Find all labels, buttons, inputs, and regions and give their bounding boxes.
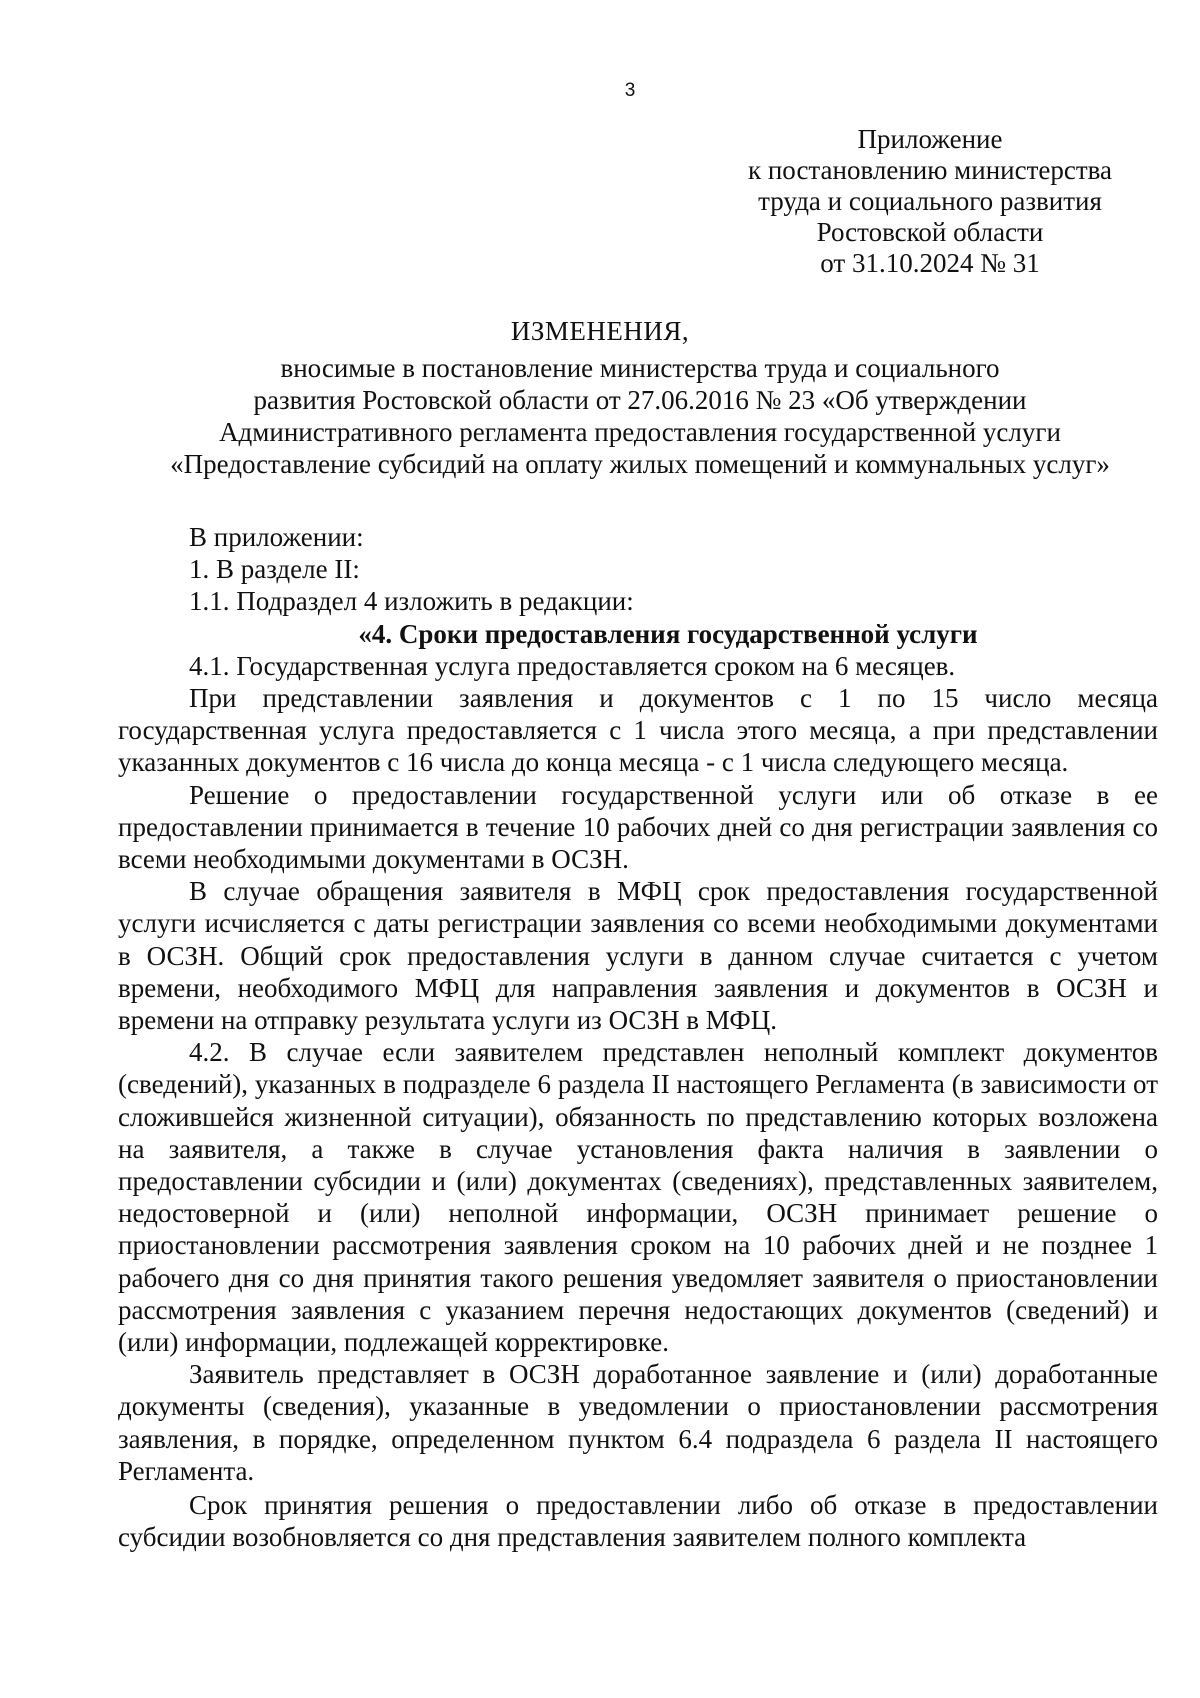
subtitle-line: развития Ростовской области от 27.06.2016 № 23 «Об утверждении	[253, 385, 1027, 415]
document-subtitle	[120, 352, 1160, 480]
intro-line: В приложении:	[189, 522, 364, 552]
appendix-line: к постановлению министерства	[747, 155, 1113, 185]
intro-line: 1.1. Подраздел 4 изложить в редакции:	[189, 586, 634, 617]
subtitle-line: вносимые в постановление министерства труда и социального	[280, 353, 1000, 383]
subtitle-line: Административного регламента предоставления государственной услуги	[219, 417, 1061, 447]
appendix-line: от 31.10.2024 № 31	[820, 248, 1040, 278]
appendix-line: труда и социального развития	[758, 186, 1102, 216]
intro-line: 1. В разделе II:	[189, 554, 360, 585]
document-body	[118, 521, 1158, 1554]
appendix-line: Ростовской области	[816, 217, 1044, 247]
body-paragraph: Срок принятия решения о предоставлении либо об отказе в предоставлении субсидии возобновляется со дня представления заявителем полного комплекта	[118, 1490, 1158, 1553]
document-title: ИЗМЕНЕНИЯ,	[510, 316, 690, 346]
appendix-block	[730, 124, 1130, 279]
appendix-line: Приложение	[857, 124, 1003, 154]
body-paragraph: 4.1. Государственная услуга предоставляется сроком на 6 месяцев.	[189, 650, 956, 681]
page-number: 3	[624, 80, 636, 101]
subtitle-line: «Предоставление субсидий на оплату жилых помещений и коммунальных услуг»	[170, 449, 1110, 479]
body-paragraph: 4.2. В случае если заявителем представлен неполный комплект документов (сведений), указанных в подразделе 6 раздела II настоящего Регламента (в зависимости от сложившейся жизненной ситуации), обязанность по представлению которых возложена на заявителя, а также в случае установления факта наличия в заявлении о предоставлении субсидии и (или) документах (сведениях), представленных заявителем, недостоверной и (или) неполной информации, ОСЗН принимает решение о приостановлении рассмотрения заявления сроком на 10 рабочих дней и не позднее 1 рабочего дня со дня принятия такого решения уведомляет заявителя о приостановлении рассмотрения заявления с указанием перечня недостающих документов (сведений) и (или) информации, подлежащей корректировке.	[118, 1037, 1158, 1358]
section-heading: «4. Сроки предоставления государственной услуги	[358, 618, 978, 649]
body-paragraph: Решение о предоставлении государственной услуги или об отказе в ее предоставлении принимается в течение 10 рабочих дней со дня регистрации заявления со всеми необходимыми документами в ОСЗН.	[118, 779, 1158, 875]
body-paragraph: При представлении заявления и документов с 1 по 15 число месяца государственная услуга предоставляется с 1 числа этого месяца, а при представлении указанных документов с 16 числа до конца месяца - с 1 числа следующего месяца.	[118, 683, 1158, 778]
body-paragraph: В случае обращения заявителя в МФЦ срок предоставления государственной услуги исчисляется с даты регистрации заявления со всеми необходимыми документами в ОСЗН. Общий срок предоставления услуги в данном случае считается с учетом времени, необходимого МФЦ для направления заявления и документов в ОСЗН и времени на отправку результата услуги из ОСЗН в МФЦ.	[118, 876, 1158, 1036]
body-paragraph: Заявитель представляет в ОСЗН доработанное заявление и (или) доработанные документы (сведения), указанные в уведомлении о приостановлении рассмотрения заявления, в порядке, определенном пунктом 6.4 подраздела 6 раздела II настоящего Регламента.	[118, 1359, 1158, 1486]
